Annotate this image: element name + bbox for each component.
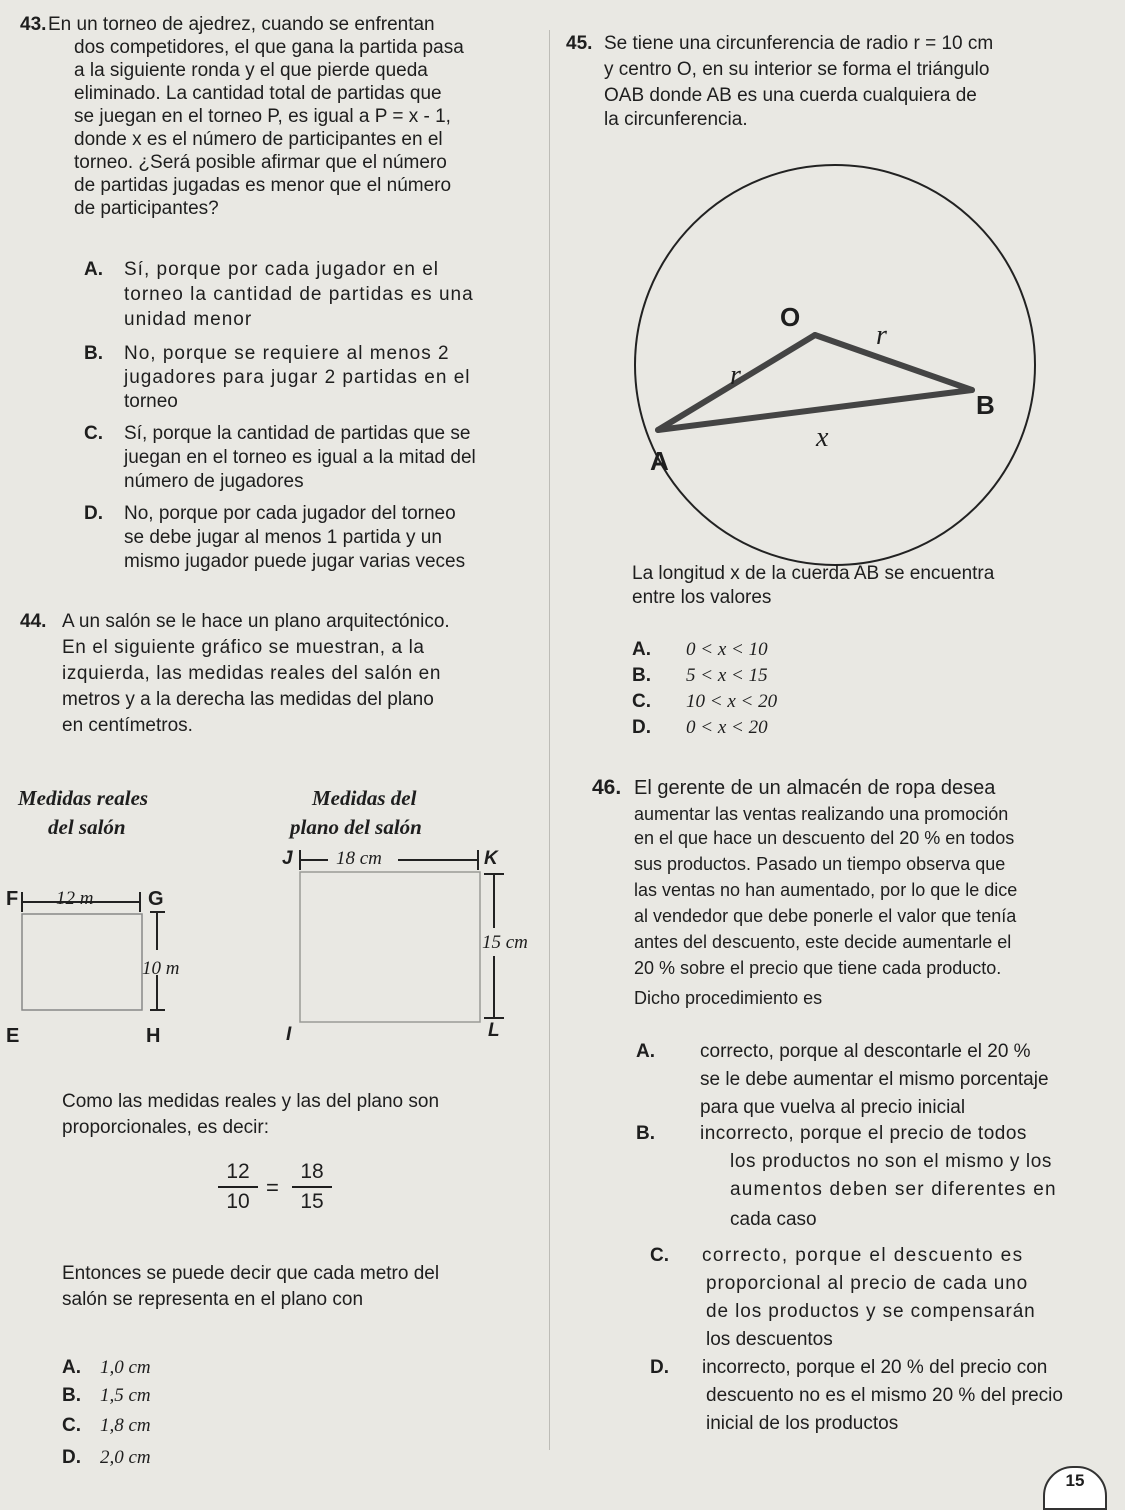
- option-text: los descuentos: [706, 1329, 833, 1350]
- q44-stem-line: metros y a la derecha las medidas del plano: [62, 689, 434, 710]
- q43-stem-line: dos competidores, el que gana la partida pasa: [74, 37, 464, 58]
- plan-height-label: 15 cm: [482, 932, 528, 953]
- fraction-numerator: 18: [300, 1160, 324, 1183]
- option-letter: B.: [632, 665, 651, 686]
- q43-stem-line: se juegan en el torneo P, es igual a P = x - 1,: [74, 106, 451, 127]
- point-label-a: A: [650, 446, 669, 476]
- corner-label-i: I: [286, 1024, 292, 1045]
- q45-question-line: La longitud x de la cuerda AB se encuentra: [632, 563, 995, 584]
- q44-question-line: Entonces se puede decir que cada metro del: [62, 1263, 440, 1284]
- real-width-label: 12 m: [56, 888, 94, 909]
- q44-stem-line: en centímetros.: [62, 715, 193, 736]
- equals-sign: =: [266, 1175, 279, 1200]
- real-height-label: 10 m: [142, 958, 180, 979]
- q44-text-line: proporcionales, es decir:: [62, 1117, 269, 1138]
- question-46-number: 46.: [592, 776, 622, 799]
- center-label-o: O: [780, 302, 801, 332]
- option-text: 0 < x < 20: [686, 717, 768, 738]
- option-text: se le debe aumentar el mismo porcentaje: [700, 1069, 1049, 1090]
- chord-label-x: x: [816, 422, 829, 453]
- option-text: se debe jugar al menos 1 partida y un: [124, 527, 442, 548]
- option-text: unidad menor: [124, 309, 253, 330]
- q43-stem-line: de partidas jugadas es menor que el número: [74, 175, 452, 196]
- option-letter: A.: [84, 259, 103, 280]
- q45-stem-line: y centro O, en su interior se forma el triángulo: [604, 59, 990, 80]
- q43-stem-line: eliminado. La cantidad total de partidas que: [74, 83, 442, 104]
- q46-stem-line: sus productos. Pasado un tiempo observa que: [634, 854, 1006, 874]
- q46-stem-line: antes del descuento, este decide aumentarle el: [634, 932, 1012, 952]
- option-text: 1,8 cm: [100, 1415, 151, 1436]
- option-text: proporcional al precio de cada uno: [706, 1273, 1029, 1294]
- fraction-right: [292, 1160, 332, 1214]
- point-label-b: B: [976, 390, 995, 420]
- option-letter: A.: [632, 639, 651, 660]
- q43-stem-line: En un torneo de ajedrez, cuando se enfrentan: [48, 14, 435, 35]
- option-letter: C.: [62, 1415, 81, 1436]
- option-text: 1,0 cm: [100, 1357, 151, 1378]
- option-letter: D.: [650, 1357, 669, 1378]
- option-letter: D.: [62, 1447, 81, 1468]
- q44-text-line: Como las medidas reales y las del plano son: [62, 1091, 440, 1112]
- option-letter: C.: [84, 423, 103, 444]
- option-letter: C.: [632, 691, 651, 712]
- real-room-dimension-lines: [0, 880, 200, 1030]
- corner-label-l: L: [488, 1020, 500, 1041]
- q45-question-line: entre los valores: [632, 587, 772, 608]
- plan-measures-title: plano del salón: [290, 815, 422, 839]
- q46-stem-line: El gerente de un almacén de ropa desea: [634, 777, 996, 799]
- option-text: cada caso: [730, 1209, 817, 1230]
- option-text: aumentos deben ser diferentes en: [730, 1179, 1057, 1200]
- option-text: 0 < x < 10: [686, 639, 768, 660]
- option-text: número de jugadores: [124, 471, 304, 492]
- q45-stem-line: OAB donde AB es una cuerda cualquiera de: [604, 85, 977, 106]
- option-text: mismo jugador puede jugar varias veces: [124, 551, 466, 572]
- option-text: Sí, porque por cada jugador en el: [124, 259, 440, 280]
- question-45-number: 45.: [566, 33, 593, 54]
- corner-label-k: K: [484, 848, 498, 869]
- corner-label-f: F: [6, 888, 19, 910]
- q46-stem-line: al vendedor que debe ponerle el valor que tenía: [634, 906, 1017, 926]
- option-letter: C.: [650, 1245, 669, 1266]
- q43-stem-line: donde x es el número de participantes en el: [74, 129, 443, 150]
- option-text: No, porque se requiere al menos 2: [124, 343, 450, 364]
- fraction-denominator: 15: [300, 1190, 324, 1213]
- column-divider: [549, 30, 550, 1450]
- q44-question-line: salón se representa en el plano con: [62, 1289, 364, 1310]
- q46-stem-line: Dicho procedimiento es: [634, 988, 823, 1008]
- q44-stem-line: A un salón se le hace un plano arquitectónico.: [62, 611, 450, 632]
- fraction-numerator: 12: [226, 1160, 250, 1183]
- option-text: jugadores para jugar 2 partidas en el: [124, 367, 471, 388]
- plan-width-label: 18 cm: [336, 848, 382, 869]
- option-text: incorrecto, porque el 20 % del precio con: [702, 1357, 1048, 1378]
- radius-label: r: [876, 320, 887, 351]
- corner-label-h: H: [146, 1025, 161, 1047]
- option-text: correcto, porque al descontarle el 20 %: [700, 1041, 1031, 1062]
- option-text: de los productos y se compensarán: [706, 1301, 1036, 1322]
- option-letter: D.: [632, 717, 651, 738]
- real-measures-title: del salón: [48, 815, 126, 839]
- q44-stem-line: izquierda, las medidas reales del salón en: [62, 663, 442, 684]
- option-text: 1,5 cm: [100, 1385, 151, 1406]
- option-text: para que vuelva al precio inicial: [700, 1097, 966, 1118]
- page-number-badge: 15: [1043, 1466, 1107, 1510]
- question-44-number: 44.: [20, 611, 47, 632]
- option-text: los productos no son el mismo y los: [730, 1151, 1052, 1172]
- option-text: torneo la cantidad de partidas es una: [124, 284, 474, 305]
- q46-stem-line: las ventas no han aumentado, por lo que le dice: [634, 880, 1018, 900]
- option-letter: D.: [84, 503, 103, 524]
- q45-stem-line: la circunferencia.: [604, 109, 748, 130]
- option-text: torneo: [124, 391, 178, 412]
- option-text: Sí, porque la cantidad de partidas que se: [124, 423, 471, 444]
- q46-stem-line: aumentar las ventas realizando una promoción: [634, 804, 1009, 824]
- option-text: incorrecto, porque el precio de todos: [700, 1123, 1027, 1144]
- option-text: inicial de los productos: [706, 1413, 899, 1434]
- option-text: correcto, porque el descuento es: [702, 1245, 1024, 1266]
- option-text: No, porque por cada jugador del torneo: [124, 503, 456, 524]
- radius-label: r: [730, 360, 741, 391]
- option-text: descuento no es el mismo 20 % del precio: [706, 1385, 1063, 1406]
- option-text: juegan en el torneo es igual a la mitad del: [124, 447, 476, 468]
- option-letter: A.: [636, 1041, 655, 1062]
- circle-chord-figure: [560, 160, 1080, 580]
- q45-stem-line: Se tiene una circunferencia de radio r = 10 cm: [604, 33, 994, 54]
- option-text: 2,0 cm: [100, 1447, 151, 1468]
- option-letter: B.: [636, 1123, 655, 1144]
- corner-label-j: J: [282, 848, 293, 869]
- q46-stem-line: en el que hace un descuento del 20 % en todos: [634, 828, 1015, 848]
- q43-stem-line: torneo. ¿Será posible afirmar que el número: [74, 152, 447, 173]
- option-letter: B.: [62, 1385, 81, 1406]
- fraction-denominator: 10: [226, 1190, 250, 1213]
- option-letter: A.: [62, 1357, 81, 1378]
- question-43-number: 43.: [20, 14, 47, 35]
- q44-stem-line: En el siguiente gráfico se muestran, a la: [62, 637, 425, 658]
- corner-label-g: G: [148, 888, 164, 910]
- plan-measures-title: Medidas del: [312, 786, 417, 810]
- real-measures-title: Medidas reales: [18, 786, 149, 810]
- q43-stem-line: de participantes?: [74, 198, 219, 219]
- fraction-left: [218, 1160, 258, 1214]
- option-letter: B.: [84, 343, 103, 364]
- option-text: 10 < x < 20: [686, 691, 778, 712]
- corner-label-e: E: [6, 1025, 20, 1047]
- q43-stem-line: a la siguiente ronda y el que pierde queda: [74, 60, 428, 81]
- q46-stem-line: 20 % sobre el precio que tiene cada producto.: [634, 958, 1002, 978]
- option-text: 5 < x < 15: [686, 665, 768, 686]
